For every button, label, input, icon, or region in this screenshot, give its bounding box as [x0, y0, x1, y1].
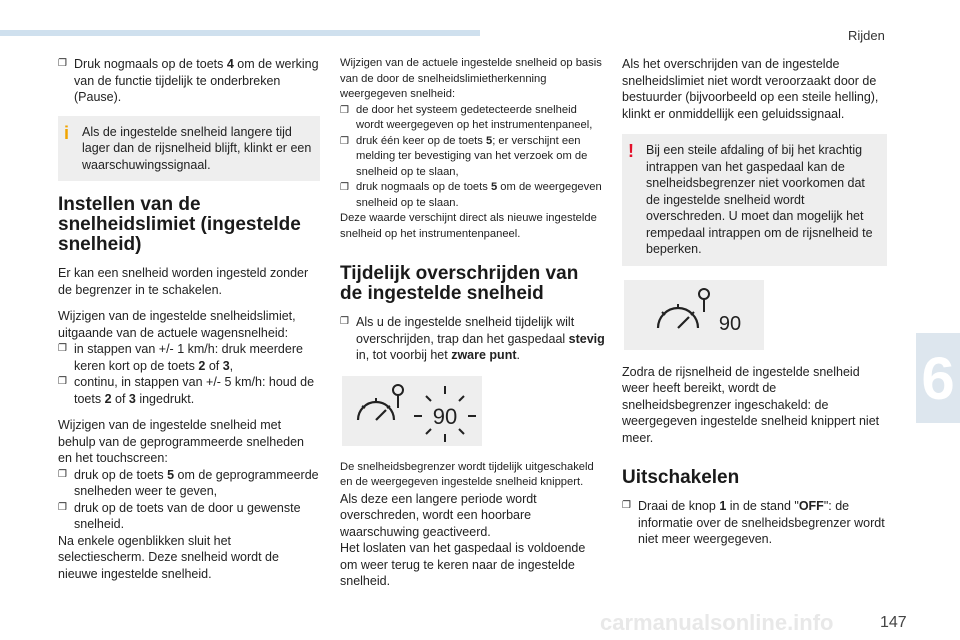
touch-text: Wijzigen van de ingestelde snelheid met behulp van de geprogrammeerde snelheden en het touchscreen: — [58, 418, 305, 465]
column-2 — [340, 56, 605, 600]
chapter-tab — [916, 333, 960, 423]
info-note — [58, 116, 320, 182]
column-1 — [58, 56, 320, 592]
info-icon: i — [64, 122, 70, 143]
figure-caption: De snelheidsbegrenzer wordt tijdelijk uitgeschakeld en de weergegeven ingestelde snelheid knippert. — [340, 460, 594, 488]
speedometer-icon — [624, 280, 764, 350]
header-bar — [0, 30, 480, 36]
bullet-icon: ❐ — [340, 316, 349, 327]
heading-exceed: Tijdelijk overschrijden van de ingestelde snelheid — [340, 263, 579, 304]
bullet-step-1: ❐ in stappen van +/- 1 km/h: druk meerdere keren kort op de toets 2 of 3, — [58, 342, 303, 373]
bullet-icon: ❐ — [58, 58, 67, 69]
bullet-press-again: ❐ druk nogmaals op de toets 5 om de weergegeven snelheid op te slaan. — [340, 181, 602, 209]
warning-icon: ! — [628, 141, 634, 161]
bullet-off: ❐ Draai de knop 1 in de stand "OFF": de informatie over de snelheidsbegrenzer wordt niet meer weergegeven. — [622, 499, 885, 546]
bullet-icon: ❐ — [58, 468, 67, 480]
bullet-icon: ❐ — [58, 343, 67, 354]
bullet-icon: ❐ — [340, 135, 349, 147]
closing-text: Na enkele ogenblikken sluit het selectiescherm. Deze snelheid wordt de nieuwe ingestelde snelheid. — [58, 533, 279, 581]
info-note-text: Als de ingestelde snelheid langere tijd lager dan de rijsnelheid blijft, klinkt er een waarschuwingssignaal. — [82, 124, 312, 172]
column-3 — [622, 56, 887, 548]
bullet-step-5: ❐ continu, in stappen van +/- 5 km/h: houd de toets 2 of 3 ingedrukt. — [58, 375, 315, 406]
bullet-icon: ❐ — [622, 500, 631, 511]
limiter-steady-figure — [624, 280, 764, 350]
warning-note — [622, 134, 887, 266]
warning-note-text: Bij een steile afdaling of bij het krachtig intrappen van het gaspedaal kan de snelheidsbegrenzer niet voorkomen dat de ingestelde snelheid wordt overschreden. U moet dan mogelijk het rempedaal intrappen om de rijsnelheid te beperken. — [646, 143, 873, 256]
bullet-icon: ❐ — [340, 104, 349, 116]
bullet-choose-speed: ❐ druk op de toets van de door u gewenste snelheid. — [58, 500, 301, 531]
bullet-pause: ❐ Druk nogmaals op de toets 4 om de werking van de functie tijdelijk te onderbreken (Pause). — [58, 57, 319, 104]
watermark: carmanualsonline.info — [600, 610, 834, 635]
figure-speed-value: 90 — [432, 403, 458, 429]
release-text: Het loslaten van het gaspedaal is voldoende om weer terug te keren naar de ingestelde snelheid. — [340, 541, 586, 588]
bullet-press-once: ❐ druk één keer op de toets 5; er verschijnt een melding ter bevestiging van het verzoek om de snelheid op te slaan, — [340, 134, 588, 178]
figure-speed-value: 90 — [718, 312, 742, 335]
bullet-icon: ❐ — [58, 501, 67, 513]
section-title: Rijden — [848, 28, 885, 43]
chapter-number: 6 — [921, 344, 955, 412]
detect-text: Wijzigen van de actuele ingestelde snelheid op basis van de door de snelheidslimietherkenning weergegeven snelheid: — [340, 57, 602, 100]
page-number: 147 — [880, 614, 907, 631]
heading-switch-off: Uitschakelen — [622, 467, 740, 488]
intro-text: Er kan een snelheid worden ingesteld zonder de begrenzer in te schakelen. — [58, 266, 309, 297]
bullet-exceed: ❐ Als u de ingestelde snelheid tijdelijk wilt overschrijden, trap dan het gaspedaal stevig in, tot voorbij het zware punt. — [340, 315, 605, 362]
reached-text: Zodra de rijsnelheid de ingestelde snelheid weer heeft bereikt, wordt de snelheidsbegrenzer ingeschakeld: de weergegeven ingestelde snelheid knippert niet meer. — [622, 364, 880, 445]
bullet-icon: ❐ — [58, 376, 67, 387]
bullet-detected: ❐ de door het systeem gedetecteerde snelheid wordt weergegeven op het instrumentenpaneel, — [340, 103, 593, 131]
after-text: Deze waarde verschijnt direct als nieuwe ingestelde snelheid op het instrumentenpaneel. — [340, 212, 597, 240]
speedometer-flashing-icon — [342, 376, 482, 446]
bullet-icon: ❐ — [340, 182, 349, 193]
alarm-text: Als deze een langere periode wordt overschreden, wordt een hoorbare waarschuwing geactiveerd. — [340, 491, 537, 539]
heading-set-limit: Instellen van de snelheidslimiet (ingestelde snelheid) — [58, 194, 301, 255]
limiter-flashing-figure — [342, 376, 482, 446]
exceed-text: Als het overschrijden van de ingestelde snelheidslimiet niet wordt veroorzaakt door de bestuurder (bijvoorbeeld op een steile helling), klinkt er onmiddellijk een geluidssignaal. — [622, 57, 879, 121]
adjust-text: Wijzigen van de ingestelde snelheidslimiet, uitgaande van de actuele wagensnelheid: — [58, 309, 296, 340]
bullet-key-5: ❐ druk op de toets 5 om de geprogrammeerde snelheden weer te geven, — [58, 467, 319, 498]
